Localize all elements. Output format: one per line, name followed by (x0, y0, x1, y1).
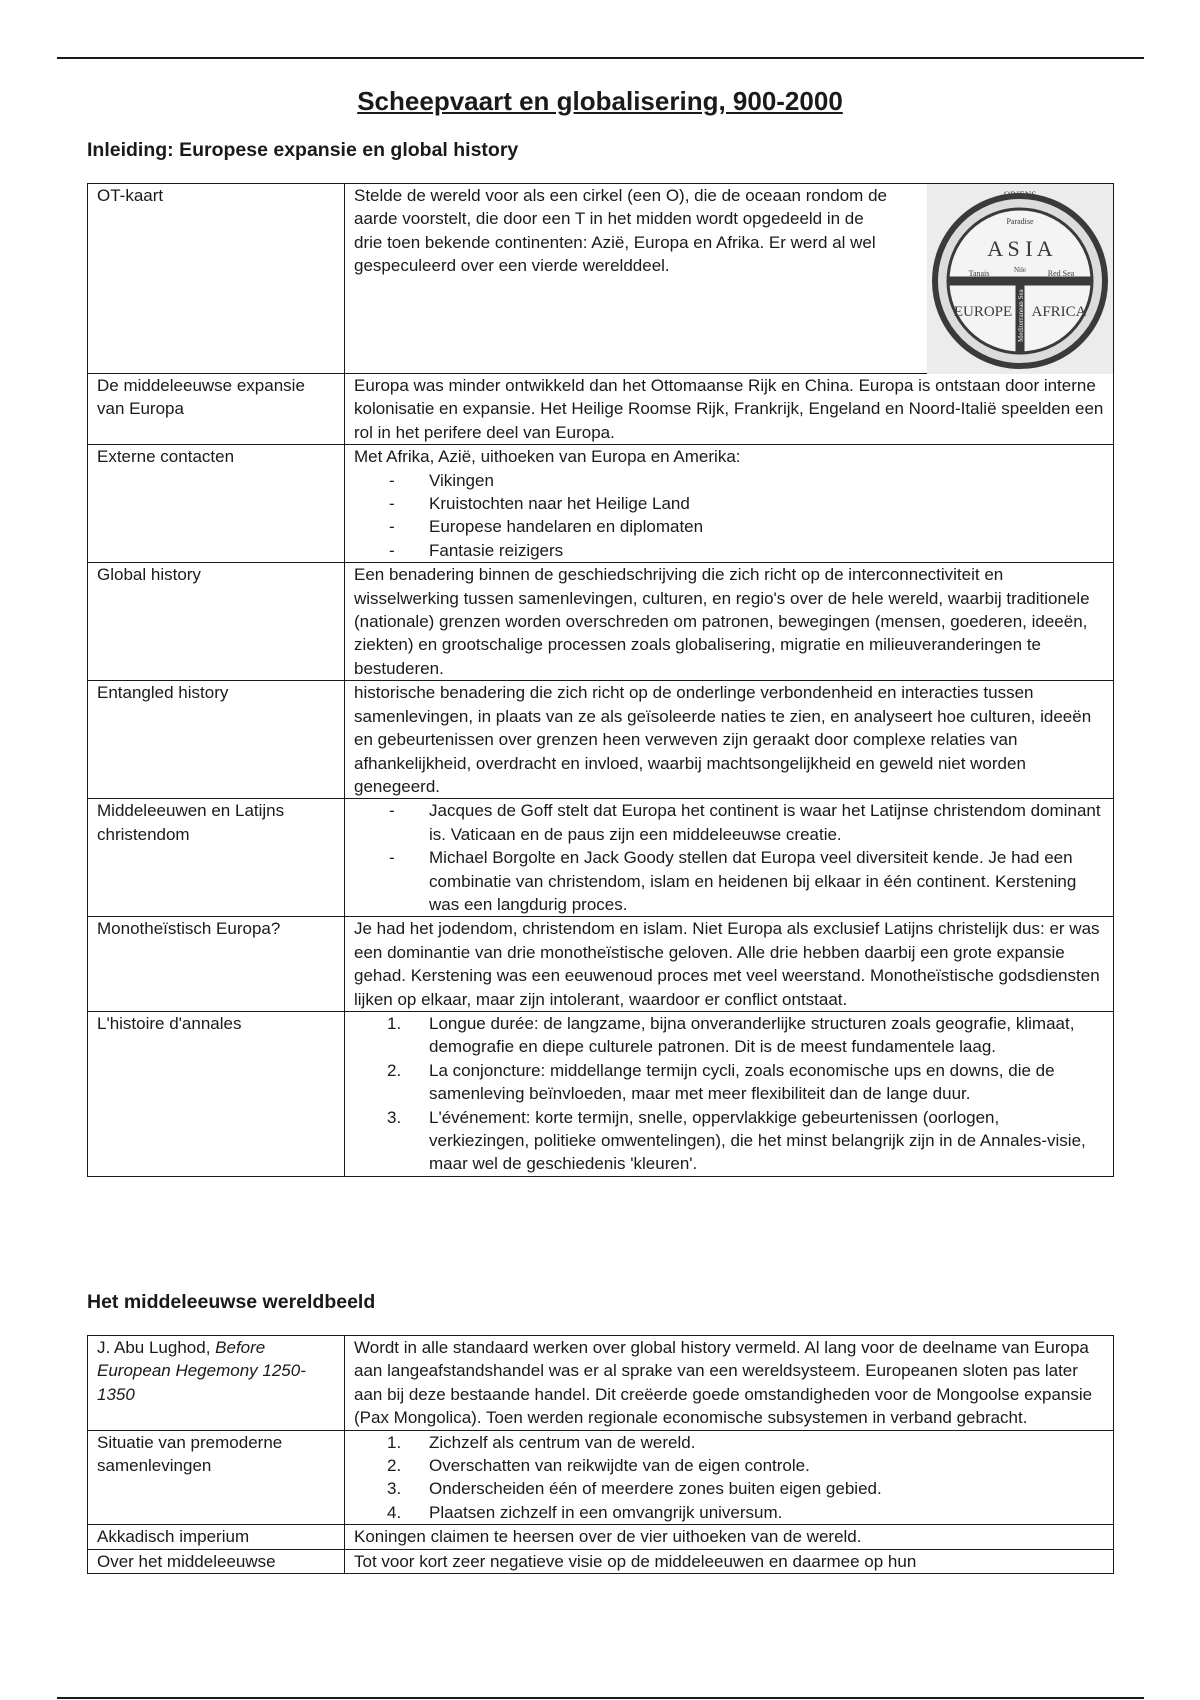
dash-marker: - (389, 470, 395, 490)
list-item (354, 539, 1104, 562)
row-label: Externe contacten (88, 445, 345, 563)
row-label: Global history (88, 563, 345, 681)
ot-map-tanais: Tanais (968, 269, 990, 278)
row-label: Situatie van premoderne samenlevingen (88, 1430, 345, 1525)
section-heading-wereldbeeld: Het middeleeuwse wereldbeeld (87, 1291, 376, 1313)
row-text: Europa was minder ontwikkeld dan het Ottomaanse Rijk en China. Europa is ontstaan door interne kolonisatie en expansie. Het Heilige Roomse Rijk, Frankrijk, Engeland en Noord-Italië speelden een rol in het perifere deel van Europa. (345, 374, 1114, 445)
dash-list (354, 799, 1104, 916)
ot-map-africa: AFRICA (1031, 304, 1087, 320)
row-label: Entangled history (88, 681, 345, 799)
table-row-middeleeuwse-expansie (88, 374, 1114, 445)
row-text: Stelde de wereld voor als een cirkel (een O), die de oceaan rondom de aarde voorstelt, die door een T in het midden wordt opgedeeld in de drie toen bekende continenten: Azië, Europa en Afrika. Er werd al wel gespeculeerd over een vierde werelddeel. (354, 186, 887, 276)
list-item (354, 799, 1104, 846)
row-text: Wordt in alle standaard werken over global history vermeld. Al lang voor de deelname van Europa aan langeafstandshandel was er al sprake van een wereldsysteem. Europeanen sloten pas later aan bij deze bestaande handel. Dit creëerde goede omstandigheden voor de Mongoolse expansie (Pax Mongolica). Toen werden regionale economische subsystemen in verband gebracht. (345, 1336, 1114, 1431)
page-title: Scheepvaart en globalisering, 900-2000 (357, 86, 843, 116)
table-row-externe-contacten (88, 445, 1114, 563)
row-label: OT-kaart (88, 184, 345, 374)
table-row-entangled-history (88, 681, 1114, 799)
bottom-rule (57, 1697, 1144, 1699)
row-label: Akkadisch imperium (88, 1525, 345, 1549)
row-label: Monotheïstisch Europa? (88, 917, 345, 1012)
list-number: 2. (387, 1060, 402, 1080)
list-item-text: Europese handelaren en diplomaten (429, 517, 704, 537)
list-item (354, 515, 1104, 538)
list-number: 1. (387, 1432, 402, 1452)
row-label: De middeleeuwse expansie van Europa (88, 374, 345, 445)
list-item-text: Jacques de Goff stelt dat Europa het continent is waar het Latijnse christendom dominant is. Vaticaan en de paus zijn een middeleeuwse creatie. (429, 801, 1101, 844)
table-row-annales (88, 1011, 1114, 1176)
row-label: L'histoire d'annales (88, 1011, 345, 1176)
ot-map-red-sea: Red Sea (1047, 269, 1075, 278)
row-content (345, 184, 1114, 374)
row-text: Koningen claimen te heersen over de vier uithoeken van de wereld. (345, 1525, 1114, 1549)
list-item-text: La conjoncture: middellange termijn cycli, zoals economische ups en downs, die de samenleving beïnvloeden, maar met meer flexibiliteit dan de lange duur. (429, 1060, 1055, 1104)
list-number: 1. (387, 1013, 402, 1033)
label-author: J. Abu Lughod, (97, 1338, 216, 1357)
dash-marker: - (389, 540, 395, 560)
list-item (354, 1454, 1104, 1477)
list-item-text: Vikingen (429, 470, 494, 490)
dash-list (354, 469, 1104, 563)
dash-marker: - (389, 848, 395, 868)
ot-map-nile: Nile (1013, 266, 1027, 274)
dash-marker: - (389, 494, 395, 514)
row-content (345, 1011, 1114, 1176)
row-content (345, 445, 1114, 563)
row-text: Je had het jodendom, christendom en islam. Niet Europa als exclusief Latijns christelijk dus: er was een dominantie van drie monotheïstische geloven. Alle drie hebben daarbij een grote expansie gehad. Kerstening was een eeuwenoud proces met veel weerstand. Monotheïstische godsdiensten lijken op elkaar, maar zijn intolerant, waardoor er conflict ontstaat. (345, 917, 1114, 1012)
table-row-abu-lughod (88, 1336, 1114, 1431)
row-text: Tot voor kort zeer negatieve visie op de middeleeuwen en daarmee op hun (345, 1549, 1114, 1573)
table-row-global-history (88, 563, 1114, 681)
list-item-text: Michael Borgolte en Jack Goody stellen dat Europa veel diversiteit kende. Je had een combinatie van christendom, islam en heidenen bij elkaar in één continent. Kerstening was een langdurig proces. (429, 848, 1077, 914)
row-label: Over het middeleeuwse (88, 1549, 345, 1573)
row-text: Een benadering binnen de geschiedschrijving die zich richt op de interconnectiviteit en wisselwerking tussen samenlevingen, culturen, en regio's over de hele wereld, waarbij traditionele (nationale) grenzen worden overschreden om patronen, bewegingen (mensen, goederen, ideeën, ziekten) en grootschalige processen zoals globalisering, migratie en milieuveranderingen te bestuderen. (345, 563, 1114, 681)
row-content (345, 799, 1114, 917)
row-intro: Met Afrika, Azië, uithoeken van Europa en Amerika: (354, 447, 741, 467)
top-rule (57, 57, 1144, 59)
list-number: 2. (387, 1456, 402, 1476)
list-item-text: Fantasie reizigers (429, 540, 564, 560)
list-item (354, 1501, 1104, 1524)
table-row-over-middeleeuwse (88, 1549, 1114, 1573)
list-item (354, 1059, 1104, 1106)
list-number: 4. (387, 1502, 402, 1522)
section-heading-intro: Inleiding: Europese expansie en global history (87, 139, 519, 161)
list-item (354, 1431, 1104, 1454)
ot-map-icon (927, 184, 1113, 374)
row-content (345, 1430, 1114, 1525)
wereldbeeld-table (87, 1335, 1114, 1574)
ot-map-paradise: Paradise (1006, 217, 1034, 226)
table-row-akkadisch (88, 1525, 1114, 1549)
list-item-text: L'événement: korte termijn, snelle, oppervlakkige gebeurtenissen (oorlogen, verkiezingen, politieke omwentelingen), die het minst belangrijk zijn in de Annales-visie, maar wel de geschiedenis 'kleuren'. (429, 1107, 1086, 1174)
list-item (354, 846, 1104, 916)
list-item-text: Zichzelf als centrum van de wereld. (429, 1432, 696, 1452)
table-row-latijns-christendom (88, 799, 1114, 917)
row-text: historische benadering die zich richt op de onderlinge verbondenheid en interacties tussen samenlevingen, in plaats van ze als geïsoleerde naties te zien, en analyseert hoe culturen, ideeën en gebeurtenissen over grenzen heen verweven zijn geraakt door complexe relaties van afhankelijkheid, overdracht en invloed, waarbij machtsongelijkheid en geweld niet worden genegeerd. (345, 681, 1114, 799)
ot-map-europe: EUROPE (953, 304, 1013, 320)
list-item (354, 1477, 1104, 1500)
list-item-text: Plaatsen zichzelf in een omvangrijk universum. (429, 1502, 783, 1522)
row-label (88, 1336, 345, 1431)
ot-map-mediterranean: Mediterranean Sea (1017, 289, 1025, 342)
row-label: Middeleeuwen en Latijns christendom (88, 799, 345, 917)
list-item (354, 492, 1104, 515)
ot-map-oriens: ORIENS (1003, 190, 1037, 200)
dash-marker: - (389, 801, 395, 821)
list-item (354, 469, 1104, 492)
ot-map-image (927, 184, 1113, 374)
table-row-monotheistisch (88, 917, 1114, 1012)
numbered-list (354, 1012, 1104, 1176)
dash-marker: - (389, 517, 395, 537)
table-row-premoderne (88, 1430, 1114, 1525)
intro-table (87, 183, 1114, 1177)
list-number: 3. (387, 1107, 402, 1127)
numbered-list (354, 1431, 1104, 1525)
list-number: 3. (387, 1479, 402, 1499)
list-item (354, 1012, 1104, 1059)
label-book-title: Before European Hegemony 1250-1350 (97, 1338, 306, 1404)
list-item (354, 1106, 1104, 1176)
list-item-text: Kruistochten naar het Heilige Land (429, 494, 690, 514)
ot-map-asia: A S I A (987, 236, 1053, 261)
list-item-text: Onderscheiden één of meerdere zones buiten eigen gebied. (429, 1479, 882, 1499)
list-item-text: Longue durée: de langzame, bijna onveranderlijke structuren zoals geografie, klimaat, demografie en diepe culturele patronen. Dit is de meest fundamentele laag. (429, 1013, 1075, 1057)
list-item-text: Overschatten van reikwijdte van de eigen controle. (429, 1456, 810, 1476)
table-row-ot-kaart (88, 184, 1114, 374)
